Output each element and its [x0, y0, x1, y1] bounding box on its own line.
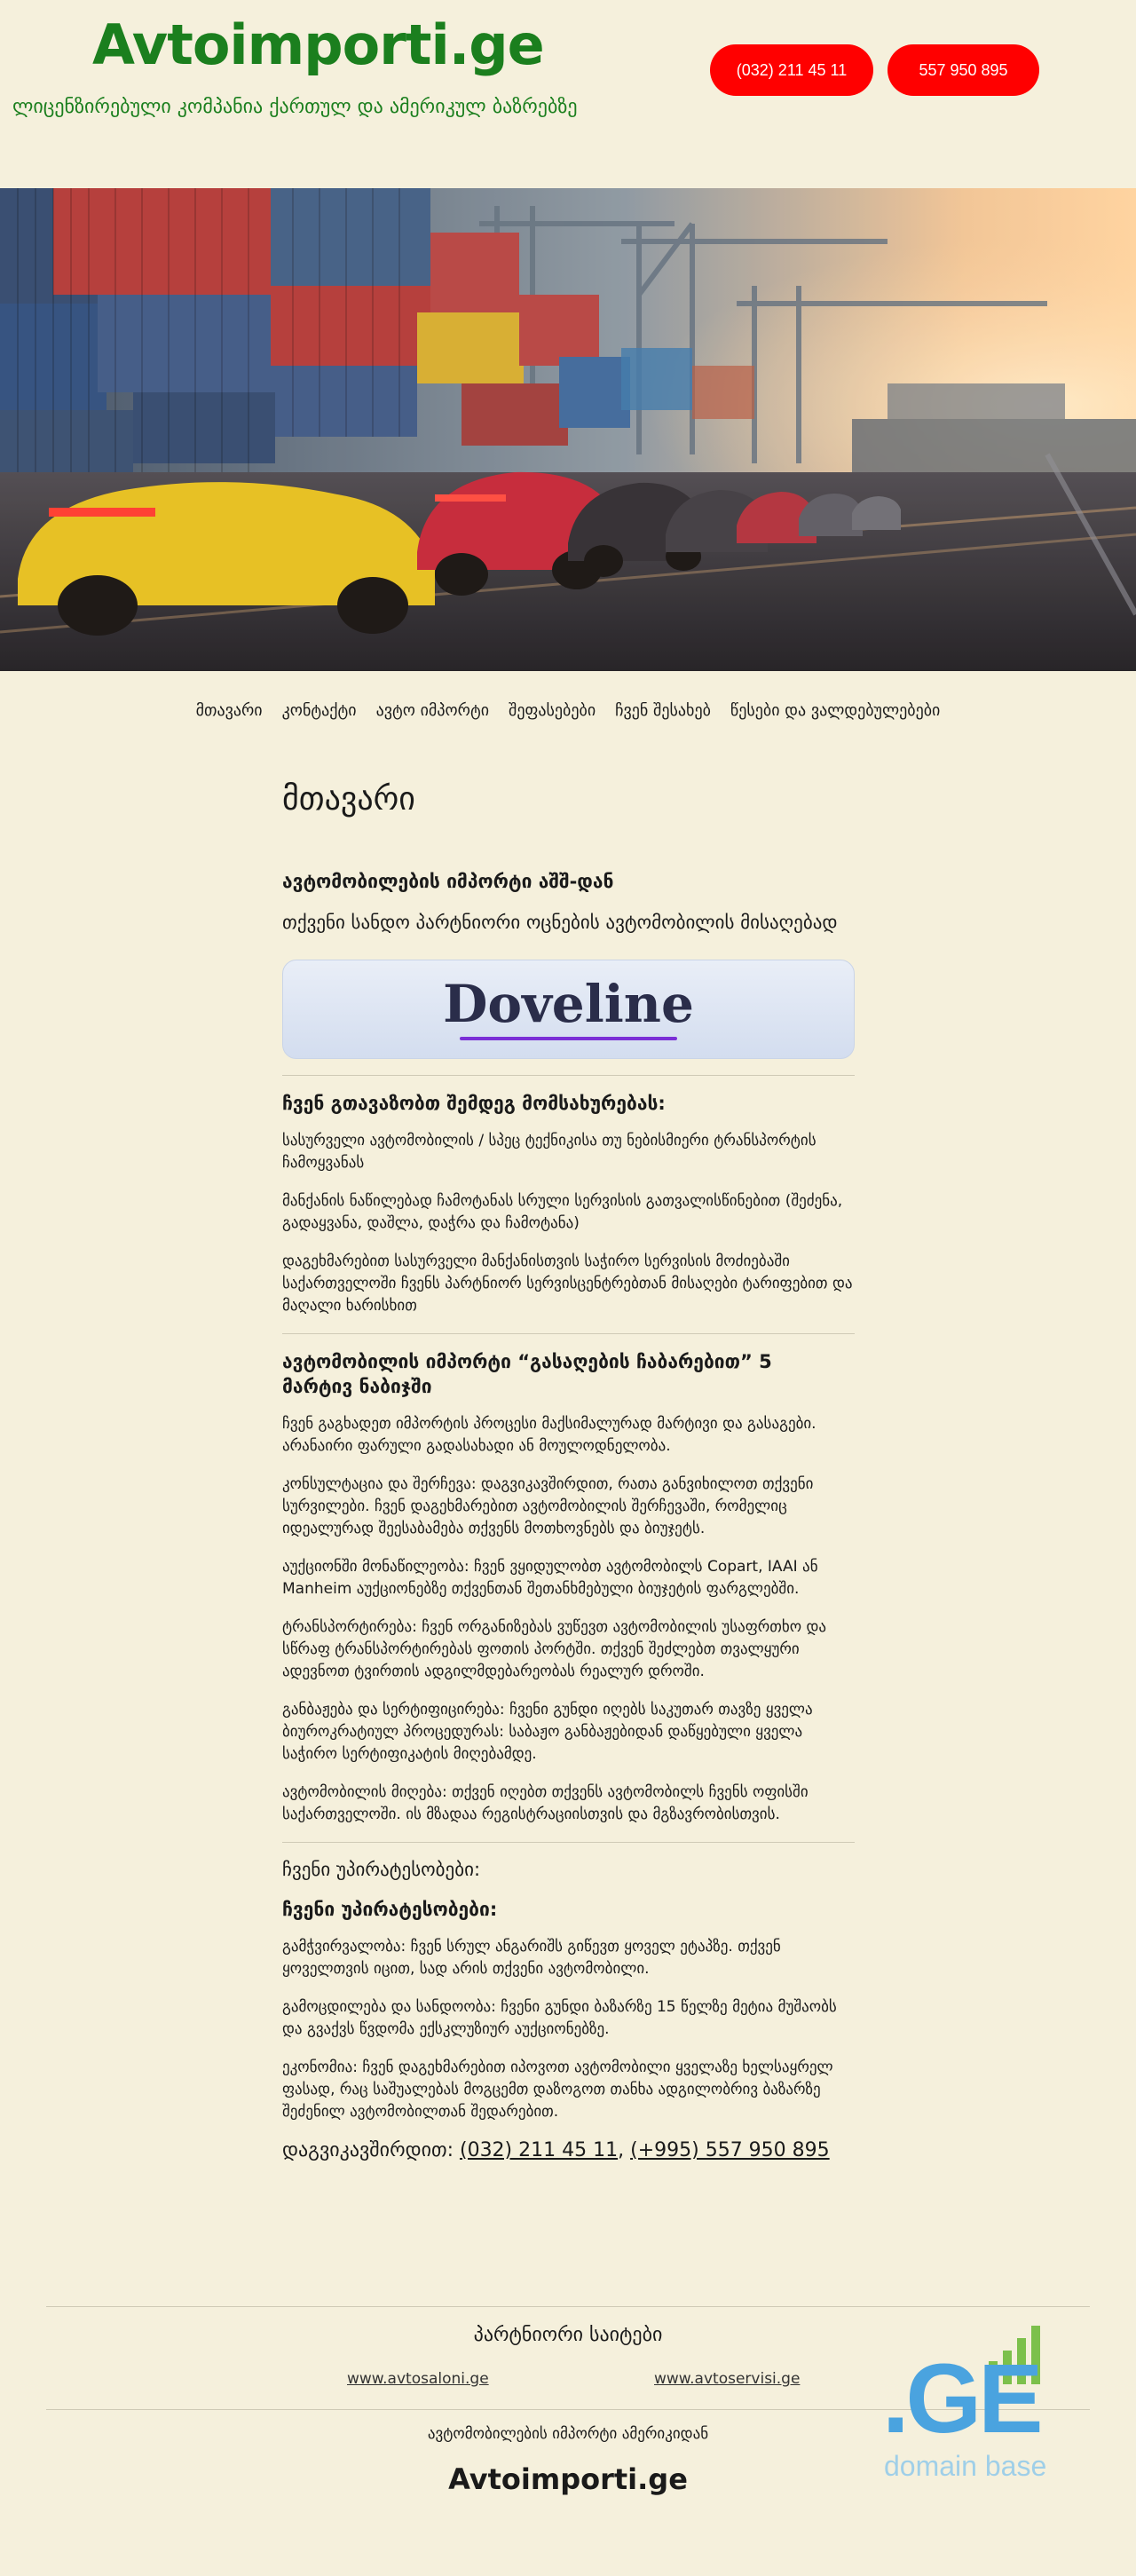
divider — [282, 1333, 855, 1334]
step-item: განბაჟება და სერტიფიცირება: ჩვენი გუნდი იღებს საკუთარ თავზე ყველა ბიუროკრატიულ პროცედურას: საბაჟო განბაჟებიდან დაწყებული ყველა საჭირო სერტიფიკატის მიღებამდე. — [282, 1700, 813, 1763]
advantages-title: ჩვენი უპირატესობები: — [282, 1898, 498, 1920]
nav-item-auto-import[interactable]: ავტო იმპორტი — [375, 701, 490, 720]
intro-heading: ავტომობილების იმპორტი აშშ-დან — [282, 871, 614, 892]
doveline-underline — [460, 1037, 677, 1040]
ge-badge-text: .GE — [882, 2344, 1040, 2454]
nav-item-about[interactable]: ჩვენ შესახებ — [615, 701, 711, 720]
contact-phone-mobile[interactable]: (+995) 557 950 895 — [630, 2139, 830, 2162]
advantages-label: ჩვენი უპირატესობები: — [282, 1858, 481, 1880]
page-title: მთავარი — [282, 781, 415, 818]
main-nav — [0, 701, 1136, 720]
divider — [282, 1075, 855, 1076]
doveline-logo-text: Doveline — [443, 974, 694, 1034]
ge-domain-badge[interactable] — [882, 2317, 1069, 2485]
nav-item-reviews[interactable]: შეფასებები — [509, 701, 596, 720]
advantage-item: ეკონომია: ჩვენ დაგეხმარებით იპოვოთ ავტომობილი ყველაზე ხელსაყრელ ფასად, რაც საშუალებას მოგცემთ დაზოგოთ თანხა ადგილობრივ ბაზარზე შეძენილ ავტომობილთან შედარებით. — [282, 2058, 833, 2122]
step-item: ავტომობილის მიღება: თქვენ იღებთ თქვენს ავტომობილს ჩვენს ოფისში საქართველოში. ის მზადაა რეგისტრაციისთვის და მგზავრობისთვის. — [282, 1782, 809, 1823]
service-item: მანქანის ნაწილებად ჩამოტანას სრული სერვისის გათვალისწინებით (შეძენა, გადაყვანა, დაშლა, დაჭრა და ჩამოტანა) — [282, 1192, 843, 1233]
ge-badge-subtext: domain base — [884, 2450, 1047, 2482]
advantage-item: გამჭვირვალობა: ჩვენ სრულ ანგარიშს გიწევთ ყოველ ეტაპზე. თქვენ ყოველთვის იცით, სად არის თქვენი ავტომობილი. — [282, 1938, 781, 1979]
intro-subheading: თქვენი სანდო პარტნიორი ოცნების ავტომობილის მისაღებად — [282, 912, 838, 933]
footer-brand: Avtoimporti.ge — [448, 2462, 688, 2496]
contact-separator: , — [618, 2139, 625, 2162]
nav-item-contact[interactable]: კონტაქტი — [281, 701, 357, 720]
doveline-banner[interactable] — [282, 960, 855, 1059]
footer-subtitle: ავტომობილების იმპორტი ამერიკიდან — [427, 2425, 709, 2443]
site-tagline: ლიცენზირებული კომპანია ქართულ და ამერიკულ ბაზრებზე — [12, 96, 578, 118]
service-item: სასურველი ავტომობილის / სპეც ტექნიკისა თუ ნებისმიერი ტრანსპორტის ჩამოყვანას — [282, 1132, 816, 1173]
main-content — [282, 781, 855, 2161]
services-title: ჩვენ გთავაზობთ შემდეგ მომსახურებას: — [282, 1093, 666, 1114]
step-item: კონსულტაცია და შერჩევა: დაგვიკავშირდით, რათა განვიხილოთ თქვენი სურვილები. ჩვენ დაგეხმარებით ავტომობილის შერჩევაში, რომელიც იდეალურად შეესაბამება თქვენს მოთხოვნებს და ბიუჯეტს. — [282, 1474, 814, 1537]
hero-image — [0, 188, 1136, 671]
advantage-item: გამოცდილება და სანდოობა: ჩვენი გუნდი ბაზარზე 15 წელზე მეტია მუშაობს და გვაქვს წვდომა ექსკლუზიურ აუქციონებზე. — [282, 1998, 837, 2039]
phone-button-mobile[interactable]: 557 950 895 — [888, 44, 1039, 96]
nav-item-home[interactable]: მთავარი — [195, 701, 263, 720]
service-item: დაგეხმარებით სასურველი მანქანისთვის საჭირო სერვისის მოძიებაში საქართველოში ჩვენს პარტნიორ სერვისცენტრებთან მისაღები ტარიფებით და მაღალი ხარისხით — [282, 1252, 853, 1316]
contact-line — [282, 2139, 855, 2161]
step-item: ტრანსპორტირება: ჩვენ ორგანიზებას ვუწევთ ავტომობილის უსაფრთხო და სწრაფ ტრანსპორტირებას ფოთის პორტში. თქვენ შეძლებთ თვალყური ადევნოთ ტვირთის ადგილმდებარეობას რეალურ დროში. — [282, 1617, 827, 1680]
contact-phone-landline[interactable]: (032) 211 45 11 — [459, 2139, 619, 2162]
contact-label: დაგვიკავშირდით: — [282, 2139, 454, 2162]
step-item: აუქციონში მონაწილეობა: ჩვენ ვყიდულობთ ავტომობილს Copart, IAAI ან Manheim აუქციონებზე თქვენთან შეთანხმებული ბიუჯეტის ფარგლებში. — [282, 1557, 818, 1598]
footer-divider-top — [46, 2306, 1090, 2307]
partner-link-avtoservisi[interactable]: www.avtoservisi.ge — [654, 2370, 801, 2388]
steps-intro: ჩვენ გაგხადეთ იმპორტის პროცესი მაქსიმალურად მარტივი და გასაგები. არანაირი ფარული გადასახადი ან მოულოდნელობა. — [282, 1414, 816, 1455]
partner-link-avtosaloni[interactable]: www.avtosaloni.ge — [347, 2370, 489, 2388]
phone-button-landline[interactable]: (032) 211 45 11 — [710, 44, 873, 96]
divider — [282, 1842, 855, 1843]
nav-item-terms[interactable]: წესები და ვალდებულებები — [730, 701, 941, 720]
partners-title: პარტნიორი საიტები — [473, 2324, 663, 2346]
steps-title: ავტომობილის იმპორტი “გასაღების ჩაბარებით” 5 მარტივ ნაბიჯში — [282, 1351, 772, 1397]
site-header — [0, 0, 1136, 188]
site-logo[interactable]: Avtoimporti.ge — [92, 12, 544, 77]
